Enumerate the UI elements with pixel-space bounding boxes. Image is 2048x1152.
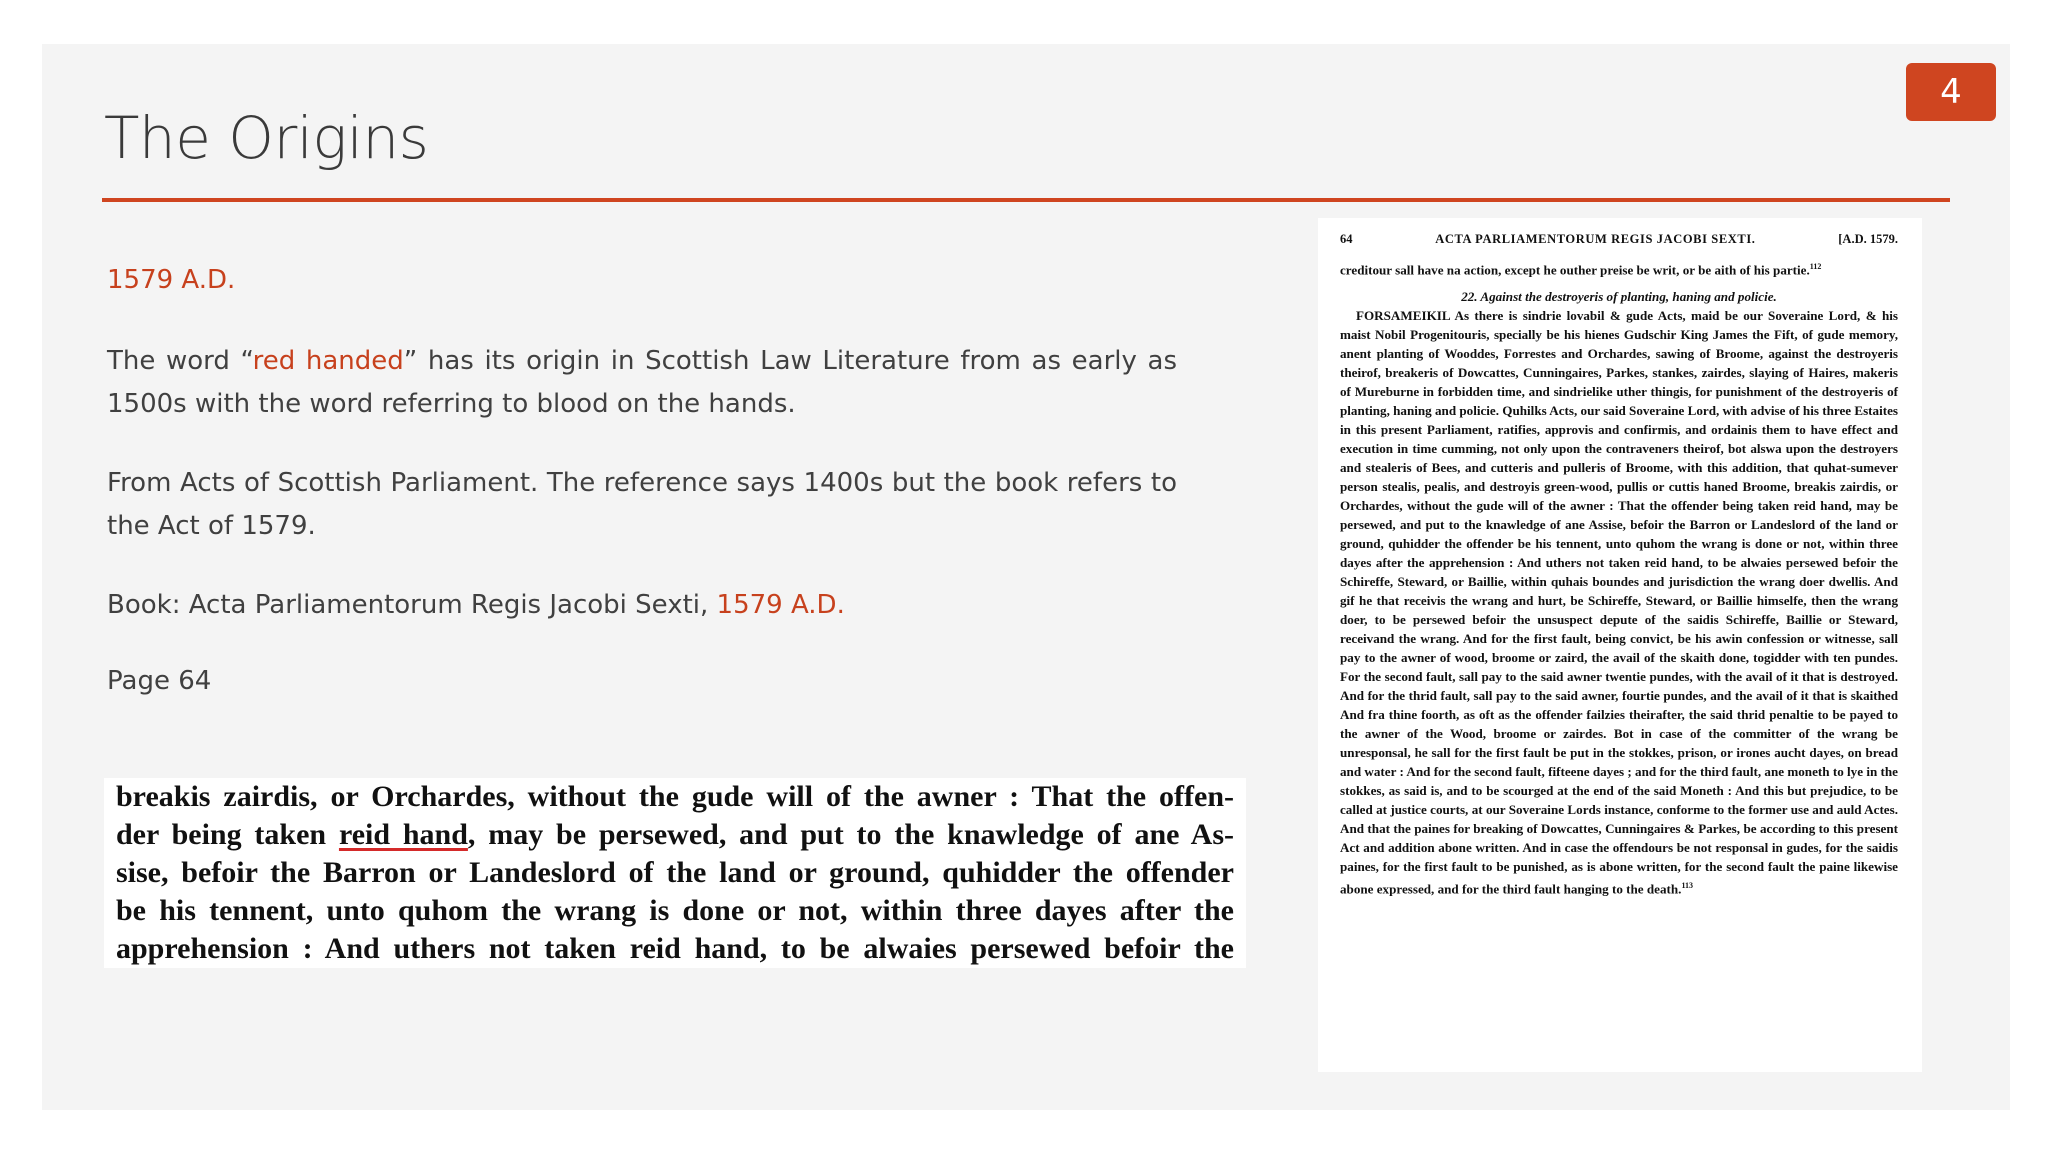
book-page-scan — [1318, 218, 1922, 1072]
book-label: Book: Acta Parliamentorum Regis Jacobi Sexti, — [107, 590, 717, 620]
excerpt-line: be his tennent, unto quhom the wrang is done or not, within three dayes after the — [116, 894, 1234, 927]
scan-lead-text — [1340, 257, 1898, 279]
book-year: 1579 A.D. — [716, 590, 845, 620]
scan-year-tag: [A.D. 1579. — [1838, 232, 1898, 246]
scan-header — [1340, 232, 1898, 247]
reid-hand-underlined: reid hand — [338, 818, 468, 851]
page-reference: Page 64 — [107, 666, 212, 696]
excerpt-line: apprehension : And uthers not taken reid hand, to be alwaies persewed befoir the — [116, 932, 1234, 965]
red-handed-highlight: red handed — [252, 346, 404, 376]
origin-text-start: The word “ — [107, 346, 253, 376]
slide-title: The Origins — [104, 104, 429, 172]
excerpt-image — [104, 778, 1246, 968]
scan-body-text — [1340, 306, 1898, 898]
excerpt-text: der being taken — [116, 818, 339, 851]
scan-running-head: ACTA PARLIAMENTORUM REGIS JACOBI SEXTI. — [1435, 232, 1756, 246]
scan-body: FORSAMEIKIL As there is sindrie lovabil & gude Acts, maid be our Soveraine Lord, & his maist Nobil Progenitouris, specially be his hienes Gudschir King James the Fift, of gude memory, anent planting of Wooddes, Forrestes and Orchardes, sawing of Broome, against the destroyeris theirof, breakeris of Dowcattes, Cunningaires, Parkes, stankes, zairdes, slaying of Haires, makeris of Mureburne in forbidden time, and sindrielike uther thingis, for punishment of the destroyeris of planting, haning and policie. Quhilks Acts, our said Soveraine Lord, with advise of his three Estaites in this present Parliament, ratifies, approvis and confirmis, and ordainis them to have effect and execution in time cumming, not only upon the contraveners theirof, bot alswa upon the destroyers and stealeris of Bees, and cutteris and pulleris of Broome, with this addition, that quhat-sumever person stealis, pealis, and destroyis green-wood, pullis or cuttis haned Broome, breakis zairdis, or Orchardes, without the gude will of the awner : That the offender being taken reid hand, may be persewed, and put to the knawledge of ane Assise, befoir the Barron or Landeslord of the land or ground, quhidder the offender be his tennent, unto quhom the wrang is done or not, within three dayes after the apprehension : And uthers not taken reid hand, to be alwaies persewed befoir the Schireffe, Steward, or Baillie, within quhais boundes and jurisdiction the wrang doer dwellis. And gif he that receivis the wrang and hurt, be Schireffe, Steward, or Baillie himselfe, then the wrang doer, to be persewed befoir the unsuspect depute of the saidis Schireffe, Baillie or Steward, receivand the wrang. And for the first fault, being convict, be his awin confession or witnesse, sall pay to the awner of wood, broome or zaird, the avail of the skaith done, togidder with ten pundes. For the second fault, sall pay to the said awner twentie pundes, with the avail of it that is destroyed. And for the thrid fault, sall pay to the said awner, fourtie pundes, and the avail of it that is skaithed And fra thine foorth, as oft as the offender failzies theirafter, the said thrid penaltie to be payed to the awner of the Wood, broome or zairdes. Bot in case of the committer of the wrang be unresponsal, he sall for the first fault be put in the stokkes, prison, or irones aucht dayes, on bread and water : And for the second fault, fifteene dayes ; and for the third fault, ane moneth to lye in the stokkes, as said is, and to be scourged at the end of the said Moneth : And this but prejudice, to be called at justice courts, at our Soveraine Lords instance, conforme to the former use and auld Actes. And that the paines for breaking of Dowcattes, Cunningaires & Parkes, be according to this present Act and addition abone written. And in case the offendours be not responsal in gudes, for the saidis paines, for the first fault to be punished, as is abone written, for the second fault the paine likewise abone expressed, and for the third fault hanging to the death. — [1340, 308, 1898, 897]
scan-lead-footnote: 112 — [1809, 262, 1822, 271]
scan-section-title: 22. Against the destroyeris of planting, haning and policie. — [1461, 289, 1777, 305]
origin-paragraph — [107, 340, 1177, 426]
title-underline — [102, 198, 1950, 202]
reference-paragraph: From Acts of Scottish Parliament. The reference says 1400s but the book refers to the Act of 1579. — [107, 468, 1177, 541]
origin-text-end: ” has its origin in Scottish Law Literature from as early as 1500s with the word referring to blood on the hands. — [107, 346, 1177, 419]
excerpt-text: , may be persewed, and put to the knawledge of ane As- — [467, 818, 1234, 851]
excerpt-line — [116, 816, 1234, 854]
scan-lead: creditour sall have na action, except he outher preise be writ, or be aith of his partie. — [1340, 262, 1810, 278]
excerpt-line: sise, befoir the Barron or Landeslord of the land or ground, quhidder the offender — [116, 856, 1234, 889]
excerpt-line: breakis zairdis, or Orchardes, without the gude will of the awner : That the offen- — [116, 780, 1234, 813]
scan-body-footnote: 113 — [1681, 881, 1694, 891]
slide-number-badge: 4 — [1906, 63, 1996, 121]
scan-page-number: 64 — [1340, 232, 1353, 246]
book-paragraph — [107, 584, 1177, 627]
date-heading: 1579 A.D. — [107, 265, 236, 295]
